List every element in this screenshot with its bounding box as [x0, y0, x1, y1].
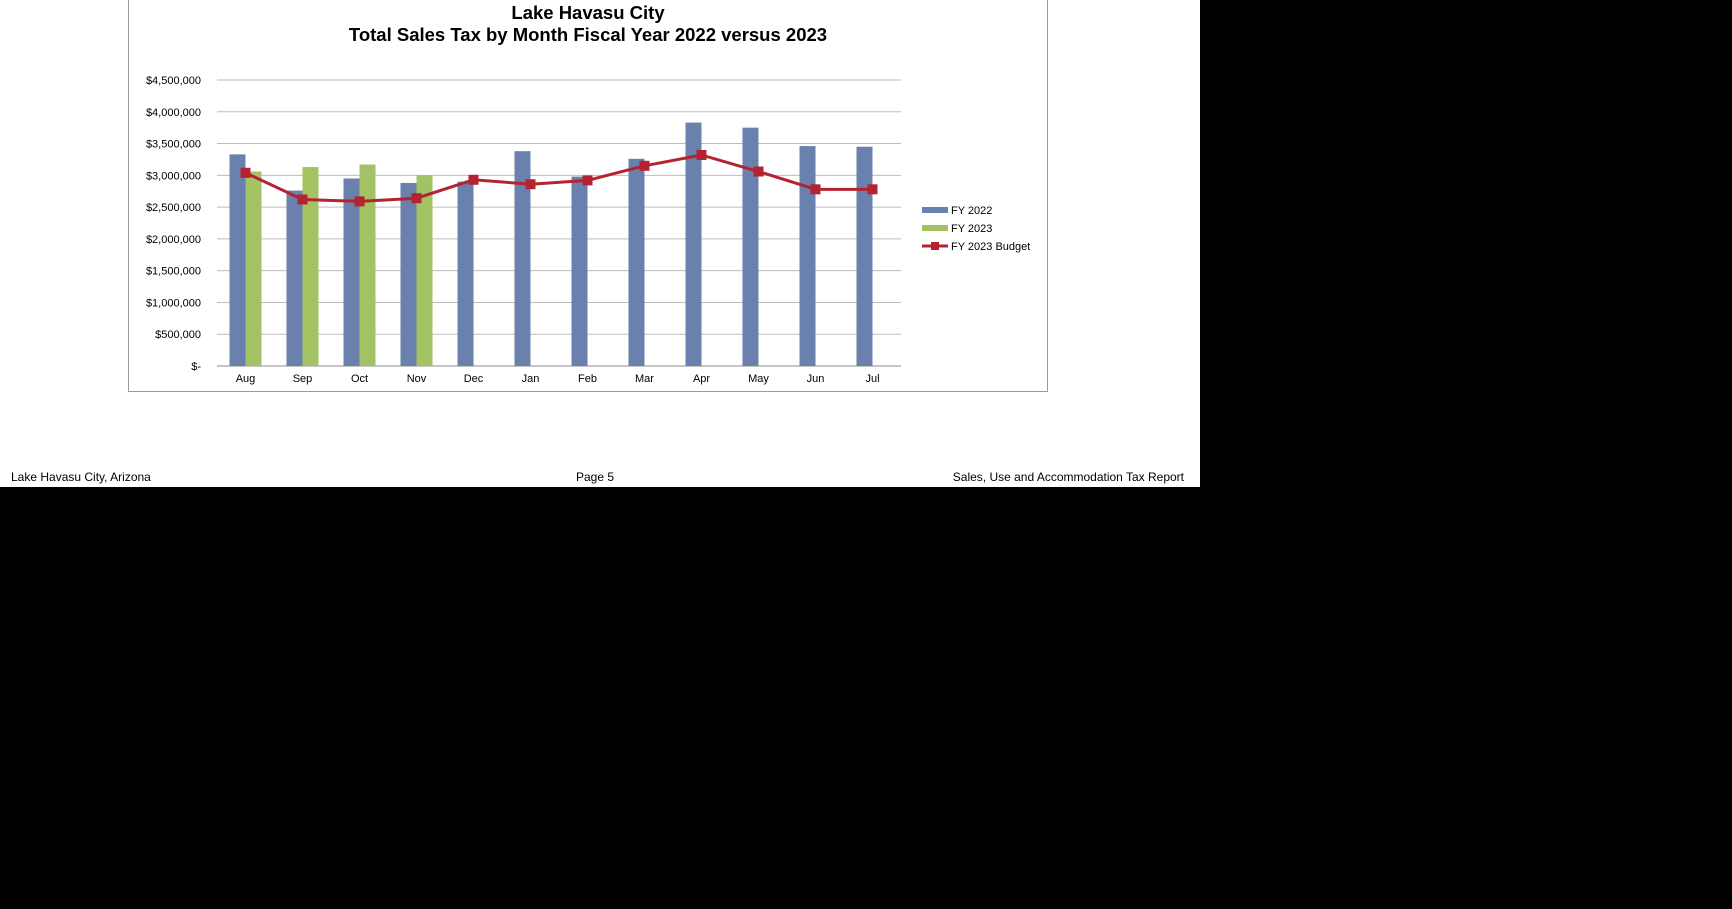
bar-fy2022 [458, 182, 474, 366]
legend-label-fy2023: FY 2023 [951, 223, 993, 235]
x-axis-ticks [236, 373, 880, 385]
x-tick-label: Jan [521, 373, 540, 385]
y-tick-label: $- [191, 361, 201, 373]
budget-marker [355, 196, 365, 206]
x-tick-label: Jul [865, 373, 880, 385]
x-tick-label: Sep [292, 373, 313, 385]
y-axis-ticks [146, 75, 201, 373]
budget-marker [697, 150, 707, 160]
budget-marker [469, 175, 479, 185]
budget-marker [298, 194, 308, 204]
x-tick-label: Nov [406, 373, 427, 385]
budget-marker [412, 193, 422, 203]
bar-fy2022 [287, 191, 303, 366]
budget-marker [640, 161, 650, 171]
x-tick-label: Jun [806, 373, 825, 385]
bar-fy2022 [230, 154, 246, 366]
legend-label-fy2022: FY 2022 [951, 205, 993, 217]
y-tick-label: $500,000 [155, 329, 201, 342]
bar-fy2022 [572, 177, 588, 366]
chart-subtitle: Total Sales Tax by Month Fiscal Year 2022 versus 2023 [348, 24, 828, 45]
bar-fy2022 [743, 128, 759, 366]
y-tick-label: $3,000,000 [145, 170, 201, 183]
bars [230, 123, 873, 366]
gridlines [217, 80, 901, 366]
bar-fy2023 [417, 175, 433, 366]
footer-page-number: Page 5 [576, 470, 615, 484]
sales-tax-chart [129, 0, 1047, 391]
x-tick-label: Feb [578, 373, 597, 385]
footer-city: Lake Havasu City, Arizona [11, 470, 151, 484]
chart-frame [128, 0, 1048, 392]
budget-marker [583, 175, 593, 185]
bar-fy2022 [800, 146, 816, 366]
bar-fy2022 [629, 159, 645, 366]
y-tick-label: $2,000,000 [145, 233, 201, 246]
budget-marker [241, 168, 251, 178]
x-tick-label: May [748, 373, 769, 385]
budget-marker [526, 179, 536, 189]
x-tick-label: Apr [692, 373, 711, 385]
report-page [0, 0, 1200, 487]
legend [922, 205, 1030, 253]
x-tick-label: Aug [235, 373, 256, 385]
legend-swatch-budget-marker [931, 242, 939, 250]
y-tick-label: $2,500,000 [145, 202, 201, 215]
x-tick-label: Oct [350, 373, 369, 385]
bar-fy2023 [246, 172, 262, 366]
y-tick-label: $4,000,000 [145, 106, 201, 119]
budget-marker [868, 184, 878, 194]
legend-swatch-fy2023 [922, 225, 948, 231]
bar-fy2022 [857, 147, 873, 366]
y-tick-label: $1,500,000 [145, 265, 201, 278]
budget-line-path [246, 155, 873, 201]
budget-marker [811, 184, 821, 194]
budget-marker [754, 167, 764, 177]
footer-report-name: Sales, Use and Accommodation Tax Report [952, 470, 1184, 484]
y-tick-label: $4,500,000 [145, 75, 201, 87]
bar-fy2023 [360, 165, 376, 366]
y-tick-label: $3,500,000 [145, 138, 201, 151]
chart-title: Lake Havasu City [511, 2, 665, 23]
budget-line [241, 150, 878, 206]
x-tick-label: Mar [635, 373, 654, 385]
y-tick-label: $1,000,000 [145, 297, 201, 310]
legend-label-budget: FY 2023 Budget [951, 241, 1031, 253]
legend-swatch-fy2022 [922, 207, 948, 213]
bar-fy2022 [344, 179, 360, 366]
bar-fy2022 [401, 183, 417, 366]
x-tick-label: Dec [463, 373, 484, 385]
